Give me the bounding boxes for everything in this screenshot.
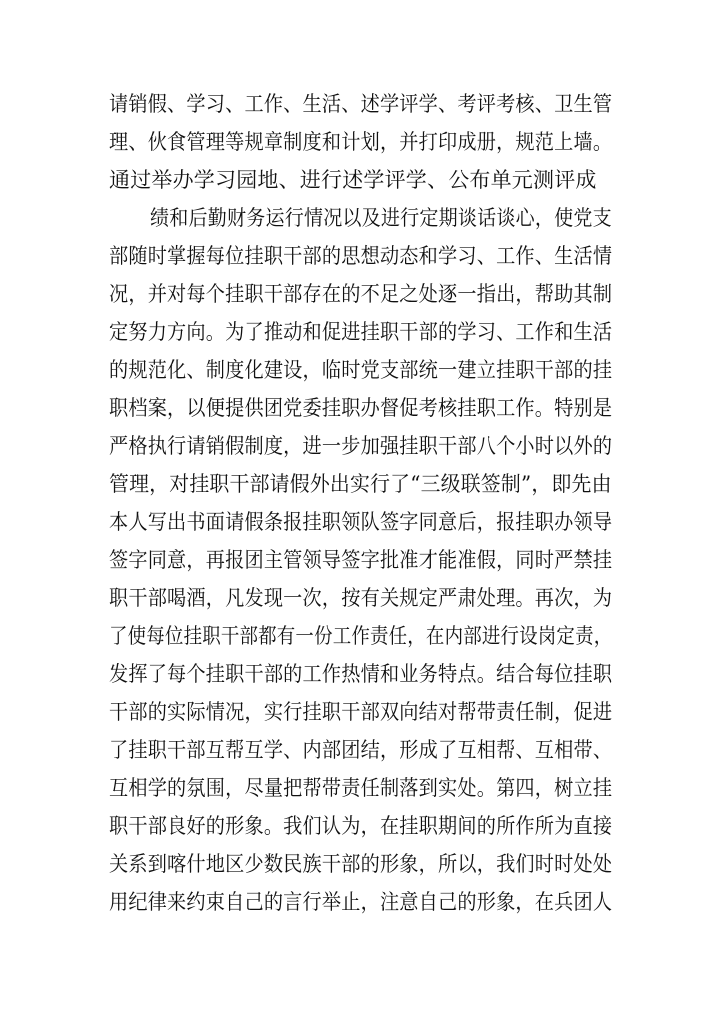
text-line-2: 理、伙食管理等规章制度和计划，并打印成册，规范上墙。 xyxy=(109,130,613,154)
text-line-3: 通过举办学习园地、进行述学评学、公布单元测评成 xyxy=(109,168,597,192)
text-line-12: 本人写出书面请假条报挂职领队签字同意后，报挂职办领导 xyxy=(109,510,613,534)
text-line-6: 况，并对每个挂职干部存在的不足之处逐一指出，帮助其制 xyxy=(109,282,613,306)
text-line-5: 部随时掌握每位挂职干部的思想动态和学习、工作、生活情 xyxy=(109,244,613,268)
text-line-18: 了挂职干部互帮互学、内部团结，形成了互相帮、互相带、 xyxy=(109,738,613,762)
text-line-9: 职档案，以便提供团党委挂职办督促考核挂职工作。特别是 xyxy=(109,396,613,420)
text-line-4: 绩和后勤财务运行情况以及进行定期谈话谈心，使党支 xyxy=(150,206,612,230)
text-line-16: 发挥了每个挂职干部的工作热情和业务特点。结合每位挂职 xyxy=(109,662,613,686)
text-line-7: 定努力方向。为了推动和促进挂职干部的学习、工作和生活 xyxy=(109,320,613,344)
text-line-22: 用纪律来约束自己的言行举止，注意自己的形象，在兵团人 xyxy=(109,890,613,914)
text-line-1: 请销假、学习、工作、生活、述学评学、考评考核、卫生管 xyxy=(109,92,613,116)
text-line-19: 互相学的氛围，尽量把帮带责任制落到实处。第四，树立挂 xyxy=(109,776,613,800)
text-line-14: 职干部喝酒，凡发现一次，按有关规定严肃处理。再次，为 xyxy=(109,586,613,610)
text-line-10: 严格执行请销假制度，进一步加强挂职干部八个小时以外的 xyxy=(109,434,613,458)
text-line-17: 干部的实际情况，实行挂职干部双向结对帮带责任制，促进 xyxy=(109,700,613,724)
text-line-11: 管理，对挂职干部请假外出实行了“三级联签制”，即先由 xyxy=(109,472,612,496)
text-line-15: 了使每位挂职干部都有一份工作责任，在内部进行设岗定责， xyxy=(109,624,613,648)
text-line-13: 签字同意，再报团主管领导签字批准才能准假，同时严禁挂 xyxy=(109,548,613,572)
text-line-21: 关系到喀什地区少数民族干部的形象，所以，我们时时处处 xyxy=(109,852,613,876)
text-line-20: 职干部良好的形象。我们认为，在挂职期间的所作所为直接 xyxy=(109,814,613,838)
text-line-8: 的规范化、制度化建设，临时党支部统一建立挂职干部的挂 xyxy=(109,358,613,382)
